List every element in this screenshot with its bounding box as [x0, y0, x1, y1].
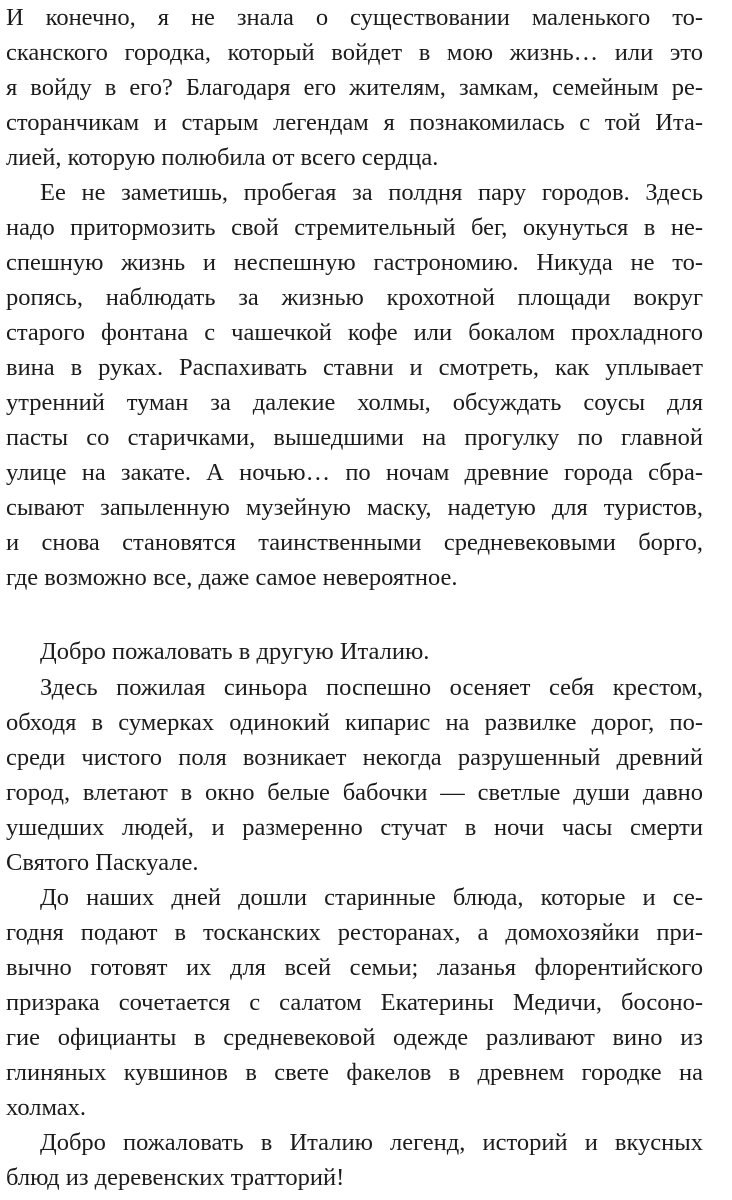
text-line: обходя в сумерках одинокий кипарис на развилке дорог, по-	[6, 709, 703, 736]
book-page	[6, 0, 703, 1200]
text-line: я войду в его? Благодаря его жителям, замкам, семейным ре-	[6, 74, 703, 101]
text-line: ушедших людей, и размеренно стучат в ночи часы смерти	[6, 814, 703, 841]
text-line: сторанчикам и старым легендам я познакомилась с той Ита-	[6, 109, 703, 136]
text-line: сканского городка, который войдет в мою жизнь… или это	[6, 39, 703, 66]
text-line: спешную жизнь и неспешную гастрономию. Никуда не то-	[6, 249, 703, 276]
text-line: Добро пожаловать в Италию легенд, историй и вкусных	[40, 1129, 703, 1156]
text-line: пасты со старичками, вышедшими на прогулку по главной	[6, 424, 703, 451]
text-line: холмах.	[6, 1094, 87, 1121]
text-line: старого фонтана с чашечкой кофе или бокалом прохладного	[6, 319, 703, 346]
text-line: глиняных кувшинов в свете факелов в древнем городке на	[6, 1059, 703, 1086]
text-line: надо притормозить свой стремительный бег, окунуться в не-	[6, 214, 703, 241]
text-line: годня подают в тосканских ресторанах, а домохозяйки при-	[6, 919, 703, 946]
text-line: До наших дней дошли старинные блюда, которые и се-	[40, 884, 703, 911]
text-line: и снова становятся таинственными средневековыми борго,	[6, 529, 703, 556]
text-line: вина в руках. Распахивать ставни и смотреть, как уплывает	[6, 354, 703, 381]
text-line: где возможно все, даже самое невероятное.	[6, 564, 458, 591]
text-line: вычно готовят их для всей семьи; лазанья флорентийского	[6, 954, 703, 981]
text-line: Ее не заметишь, пробегая за полдня пару городов. Здесь	[40, 179, 703, 206]
text-line: Святого Паскуале.	[6, 849, 199, 876]
text-line: блюд из деревенских тратторий!	[6, 1164, 345, 1191]
text-line: город, влетают в окно белые бабочки — светлые души давно	[6, 779, 703, 806]
text-line: сывают запыленную музейную маску, надетую для туристов,	[6, 494, 703, 521]
text-line: Здесь пожилая синьора поспешно осеняет себя крестом,	[40, 674, 703, 701]
text-line: лией, которую полюбила от всего сердца.	[6, 144, 439, 171]
text-line: гие официанты в средневековой одежде разливают вино из	[6, 1024, 703, 1051]
text-line: улице на закате. А ночью… по ночам древние города сбра-	[6, 459, 703, 486]
text-line: ропясь, наблюдать за жизнью крохотной площади вокруг	[6, 284, 703, 311]
text-line: призрака сочетается с салатом Екатерины Медичи, босоно-	[6, 989, 703, 1016]
text-line: утренний туман за далекие холмы, обсуждать соусы для	[6, 389, 703, 416]
text-line: И конечно, я не знала о существовании маленького то-	[6, 4, 703, 31]
text-line: Добро пожаловать в другую Италию.	[40, 638, 430, 665]
text-line: среди чистого поля возникает некогда разрушенный древний	[6, 744, 703, 771]
